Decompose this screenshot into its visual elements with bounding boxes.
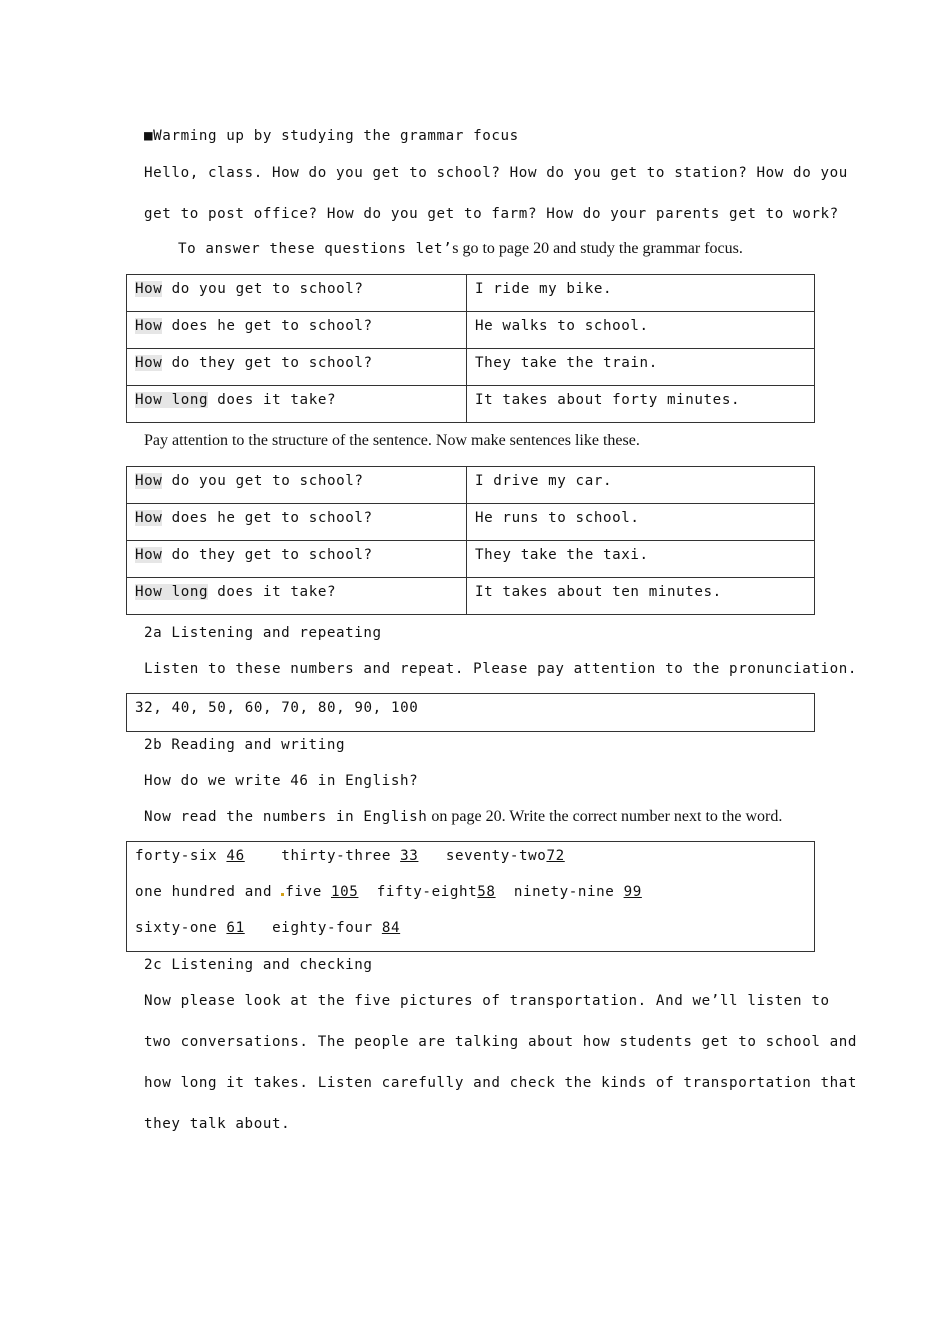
- warmup-paragraph-line-1: Hello, class. How do you get to school? How do you get to station? How do you: [144, 165, 848, 181]
- warmup-paragraph-line-2: get to post office? How do you get to farm? How do your parents get to work?: [144, 206, 839, 222]
- table-row: How do you get to school? I drive my car.: [127, 467, 815, 504]
- number-words-row-2: one hundred and five 105 fifty-eight58 ninety-nine 99: [135, 884, 642, 900]
- grammar-table-1: [126, 274, 815, 423]
- table-row: How does he get to school? He runs to school.: [127, 504, 815, 541]
- section-2a-title: 2a Listening and repeating: [144, 625, 382, 641]
- table-row: How long does it take? It takes about ten minutes.: [127, 578, 815, 615]
- attention-note: Pay attention to the structure of the sentence. Now make sentences like these.: [144, 432, 640, 449]
- section-2c-title: 2c Listening and checking: [144, 957, 373, 973]
- section-2c-line-4: they talk about.: [144, 1116, 291, 1132]
- section-2b-title: 2b Reading and writing: [144, 737, 346, 753]
- section-2c-line-2: two conversations. The people are talking about how students get to school and: [144, 1034, 858, 1050]
- section-2a-instruction: Listen to these numbers and repeat. Please pay attention to the pronunciation.: [144, 661, 858, 677]
- number-words-row-1: forty-six 46 thirty-three 33 seventy-two72: [135, 848, 565, 864]
- table-row: How do you get to school? I ride my bike.: [127, 275, 815, 312]
- marker-dot-icon: [281, 893, 284, 896]
- number-words-box: [126, 841, 815, 952]
- table-row: How do they get to school? They take the train.: [127, 349, 815, 386]
- section-2c-line-3: how long it takes. Listen carefully and check the kinds of transportation that: [144, 1075, 858, 1091]
- warmup-intro: To answer these questions let’s go to page 20 and study the grammar focus.: [178, 240, 743, 257]
- grammar-table-2: [126, 466, 815, 615]
- square-bullet-icon: ■: [144, 128, 154, 144]
- numbers-box: 32, 40, 50, 60, 70, 80, 90, 100: [126, 693, 815, 732]
- table-row: How do they get to school? They take the taxi.: [127, 541, 815, 578]
- table-row: How does he get to school? He walks to school.: [127, 312, 815, 349]
- number-words-row-3: sixty-one 61 eighty-four 84: [135, 920, 401, 936]
- section-2b-instruction: Now read the numbers in English on page 20. Write the correct number next to the word.: [144, 808, 783, 825]
- section-2b-question: How do we write 46 in English?: [144, 773, 419, 789]
- table-row: How long does it take? It takes about forty minutes.: [127, 386, 815, 423]
- warmup-heading: ■Warming up by studying the grammar focus: [144, 128, 519, 144]
- section-2c-line-1: Now please look at the five pictures of transportation. And we’ll listen to: [144, 993, 830, 1009]
